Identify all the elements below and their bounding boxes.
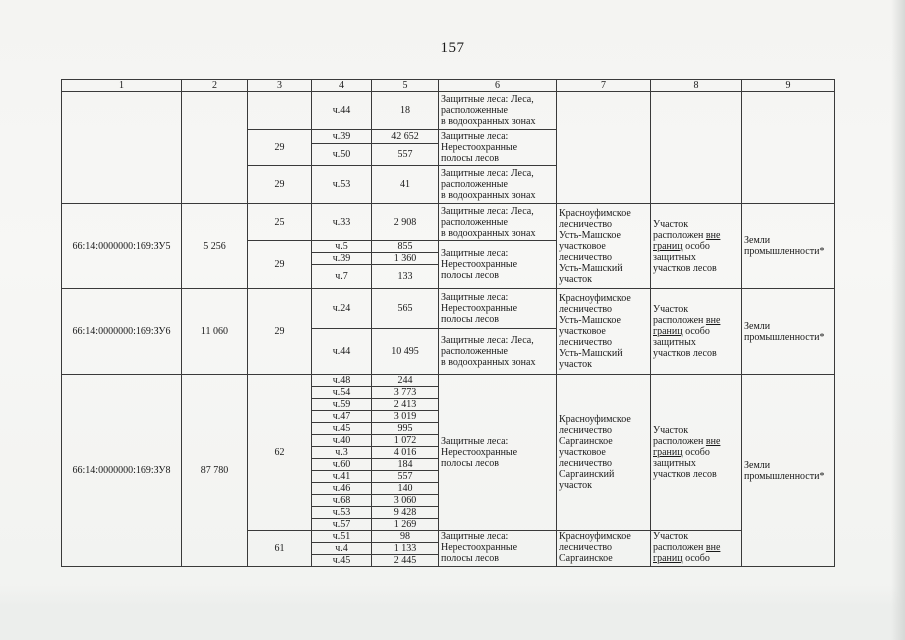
quarter-cell: 25 [248,204,312,241]
column-header: 7 [557,80,651,92]
part-cell: ч.3 [312,447,372,459]
area-cell: 1 072 [372,435,439,447]
quarter-cell: 29 [248,289,312,375]
part-cell: ч.24 [312,289,372,329]
area-cell: 41 [372,166,439,204]
area-cell: 855 [372,241,439,253]
zone-cell: Защитные леса: Леса, расположенные в водоохранных зонах [439,204,557,241]
column-header: 8 [651,80,742,92]
zone-cell: Защитные леса: Нерестоохранные полосы лесов [439,531,557,567]
land-category-cell: Земли промышленности* [742,204,835,289]
area-cell: 184 [372,459,439,471]
plot-area-cell: 5 256 [182,204,248,289]
area-cell: 3 773 [372,387,439,399]
page-number: 157 [440,40,465,56]
part-cell: ч.39 [312,130,372,144]
table-header-row [62,80,835,92]
column-header: 6 [439,80,557,92]
area-cell: 18 [372,92,439,130]
column-header: 5 [372,80,439,92]
table-row [62,92,835,130]
forestry-cell: Красноуфимское лесничество Саргаинское [557,531,651,567]
plot-area-cell: 87 780 [182,375,248,567]
area-cell: 2 445 [372,555,439,567]
quarter-cell: 29 [248,130,312,166]
zone-cell: Защитные леса: Леса, расположенные в водоохранных зонах [439,329,557,375]
area-cell: 42 652 [372,130,439,144]
table-row [62,375,835,387]
quarter-cell: 29 [248,241,312,289]
table-row [62,289,835,329]
quarter-cell [248,92,312,130]
part-cell: ч.41 [312,471,372,483]
scan-right-edge [891,0,905,640]
part-cell: ч.68 [312,495,372,507]
land-category-cell: Земли промышленности* [742,289,835,375]
area-cell: 995 [372,423,439,435]
scan-bottom-shadow [0,585,905,640]
status-cell: Участок расположен вне границ особо [651,531,742,567]
column-header: 4 [312,80,372,92]
area-cell: 1 360 [372,253,439,265]
land-category-cell [742,92,835,204]
forestry-cell: Красноуфимское лесничество Усть-Машское участковое лесничество Усть-Машский участок [557,289,651,375]
part-cell: ч.53 [312,507,372,519]
part-cell: ч.45 [312,423,372,435]
zone-cell: Защитные леса: Леса, расположенные в водоохранных зонах [439,92,557,130]
area-cell: 2 908 [372,204,439,241]
area-cell: 244 [372,375,439,387]
area-cell: 1 269 [372,519,439,531]
part-cell: ч.45 [312,555,372,567]
zone-cell: Защитные леса: Нерестоохранные полосы лесов [439,241,557,289]
area-cell: 557 [372,144,439,166]
area-cell: 557 [372,471,439,483]
quarter-cell: 29 [248,166,312,204]
column-header: 9 [742,80,835,92]
area-cell: 10 495 [372,329,439,375]
part-cell: ч.60 [312,459,372,471]
land-category-cell: Земли промышленности* [742,375,835,567]
zone-cell: Защитные леса: Нерестоохранные полосы лесов [439,130,557,166]
table-row [62,204,835,241]
part-cell: ч.40 [312,435,372,447]
area-cell: 9 428 [372,507,439,519]
area-cell: 98 [372,531,439,543]
area-cell: 4 016 [372,447,439,459]
status-cell: Участок расположен вне границ особо защитных участков лесов [651,204,742,289]
part-cell: ч.46 [312,483,372,495]
part-cell: ч.48 [312,375,372,387]
plot-area-cell [182,92,248,204]
area-cell: 133 [372,265,439,289]
area-cell: 3 060 [372,495,439,507]
part-cell: ч.47 [312,411,372,423]
part-cell: ч.33 [312,204,372,241]
part-cell: ч.39 [312,253,372,265]
part-cell: ч.50 [312,144,372,166]
zone-cell: Защитные леса: Нерестоохранные полосы лесов [439,289,557,329]
zone-cell: Защитные леса: Леса, расположенные в водоохранных зонах [439,166,557,204]
plot-id-cell: 66:14:0000000:169:ЗУ8 [62,375,182,567]
plot-area-cell: 11 060 [182,289,248,375]
part-cell: ч.44 [312,92,372,130]
quarter-cell: 61 [248,531,312,567]
column-header: 2 [182,80,248,92]
plot-id-cell [62,92,182,204]
area-cell: 565 [372,289,439,329]
forestry-cell: Красноуфимское лесничество Саргаинское участковое лесничество Саргаинский участок [557,375,651,531]
part-cell: ч.53 [312,166,372,204]
part-cell: ч.4 [312,543,372,555]
part-cell: ч.7 [312,265,372,289]
zone-cell: Защитные леса: Нерестоохранные полосы лесов [439,375,557,531]
part-cell: ч.54 [312,387,372,399]
plot-id-cell: 66:14:0000000:169:ЗУ5 [62,204,182,289]
forestry-cell [557,92,651,204]
quarter-cell: 62 [248,375,312,531]
status-cell: Участок расположен вне границ особо защитных участков лесов [651,375,742,531]
area-cell: 3 019 [372,411,439,423]
area-cell: 1 133 [372,543,439,555]
column-header: 3 [248,80,312,92]
part-cell: ч.59 [312,399,372,411]
part-cell: ч.57 [312,519,372,531]
column-header: 1 [62,80,182,92]
part-cell: ч.5 [312,241,372,253]
status-cell [651,92,742,204]
plot-id-cell: 66:14:0000000:169:ЗУ6 [62,289,182,375]
part-cell: ч.51 [312,531,372,543]
forestry-cell: Красноуфимское лесничество Усть-Машское участковое лесничество Усть-Машский участок [557,204,651,289]
area-cell: 140 [372,483,439,495]
part-cell: ч.44 [312,329,372,375]
area-cell: 2 413 [372,399,439,411]
land-plots-table [61,79,835,567]
status-cell: Участок расположен вне границ особо защитных участков лесов [651,289,742,375]
